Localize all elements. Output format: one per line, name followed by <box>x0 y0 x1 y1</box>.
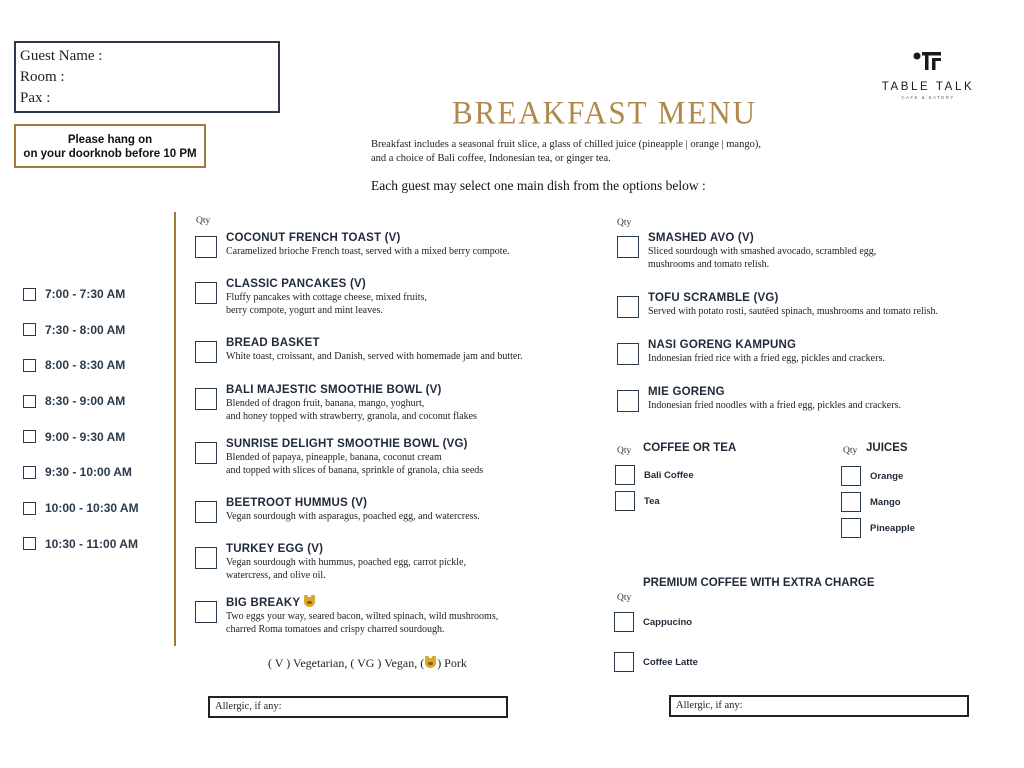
option-label: Mango <box>870 496 901 508</box>
qty-checkbox[interactable] <box>614 652 634 672</box>
intro-text <box>371 138 841 166</box>
time-checkbox[interactable] <box>23 502 36 515</box>
option-label: Tea <box>644 495 660 507</box>
allergy-field-right[interactable] <box>669 695 969 717</box>
juice-option[interactable] <box>841 518 915 538</box>
qty-checkbox[interactable] <box>841 466 861 486</box>
guest-info-box[interactable] <box>14 41 280 113</box>
time-slot[interactable] <box>23 356 139 374</box>
qty-checkbox[interactable] <box>617 296 639 318</box>
premium-coffee-option[interactable] <box>614 612 692 632</box>
time-checkbox[interactable] <box>23 288 36 301</box>
brand-logo <box>860 50 996 100</box>
option-label: Bali Coffee <box>644 469 694 481</box>
room-label: Room : <box>20 69 65 85</box>
time-checkbox[interactable] <box>23 537 36 550</box>
pork-icon <box>304 597 315 607</box>
menu-item-name-text: BIG BREAKY <box>226 597 301 609</box>
menu-item-name: BREAD BASKET <box>226 337 320 349</box>
time-label: 7:00 - 7:30 AM <box>45 287 126 301</box>
menu-item-name: NASI GORENG KAMPUNG <box>648 339 797 351</box>
qty-label: Qty <box>196 216 211 226</box>
menu-item-desc: Blended of dragon fruit, banana, mango, yoghurt, and honey topped with strawberry, granola, and coconut flakes <box>226 398 477 422</box>
time-slot[interactable] <box>23 428 139 446</box>
option-label: Cappucino <box>643 616 693 628</box>
time-checkbox[interactable] <box>23 323 36 336</box>
allergy-field-left[interactable] <box>208 696 508 718</box>
time-slot[interactable] <box>23 392 139 410</box>
menu-item[interactable] <box>195 543 466 582</box>
menu-item-desc: White toast, croissant, and Danish, served with homemade jam and butter. <box>226 351 523 362</box>
menu-item-name: BALI MAJESTIC SMOOTHIE BOWL (V) <box>226 384 442 396</box>
menu-item-desc: Blended of papaya, pineapple, banana, coconut cream and topped with slices of banana, sprinkle of granola, chia seeds <box>226 452 484 476</box>
menu-item[interactable] <box>617 339 885 366</box>
menu-item-name: BEETROOT HUMMUS (V) <box>226 497 368 509</box>
qty-checkbox[interactable] <box>841 492 861 512</box>
diet-legend <box>268 656 467 671</box>
page-title: BREAKFAST MENU <box>452 94 758 131</box>
pork-icon <box>425 658 436 668</box>
time-slot-list <box>23 285 139 571</box>
menu-item[interactable] <box>617 232 876 271</box>
qty-checkbox[interactable] <box>615 491 635 511</box>
qty-checkbox[interactable] <box>841 518 861 538</box>
menu-item-desc: Indonesian fried rice with a fried egg, pickles and crackers. <box>648 353 885 364</box>
menu-item[interactable] <box>617 292 938 319</box>
guest-name-label: Guest Name : <box>20 48 103 64</box>
logo-name: TABLE TALK <box>881 81 975 93</box>
menu-item-desc: Fluffy pancakes with cottage cheese, mixed fruits, berry compote, yogurt and mint leaves. <box>226 292 427 316</box>
menu-item-desc: Caramelized brioche French toast, served with a mixed berry compote. <box>226 246 510 257</box>
time-checkbox[interactable] <box>23 430 36 443</box>
menu-item-desc: Sliced sourdough with smashed avocado, scrambled egg, mushrooms and tomato relish. <box>648 246 877 270</box>
legend-part1: ( V ) Vegetarian, ( VG ) Vegan, ( <box>268 656 425 670</box>
menu-item-desc: Vegan sourdough with hummus, poached egg, carrot pickle, watercress, and olive oil. <box>226 557 466 581</box>
menu-item[interactable] <box>195 384 477 423</box>
logo-mark-icon <box>911 50 945 72</box>
menu-item-desc: Indonesian fried noodles with a fried egg, pickles and crackers. <box>648 400 901 411</box>
premium-coffee-option[interactable] <box>614 652 698 672</box>
logo-tagline: CAFE & EATERY <box>901 95 955 100</box>
menu-item-name: TOFU SCRAMBLE (VG) <box>648 292 779 304</box>
qty-label: Qty <box>617 593 632 603</box>
juices-heading: JUICES <box>866 442 908 454</box>
qty-checkbox[interactable] <box>195 388 217 410</box>
menu-item-name: CLASSIC PANCAKES (V) <box>226 278 366 290</box>
option-label: Coffee Latte <box>643 656 698 668</box>
time-label: 9:30 - 10:00 AM <box>45 465 132 480</box>
time-label: 10:00 - 10:30 AM <box>45 501 139 516</box>
qty-label: Qty <box>843 446 858 456</box>
menu-item-name: SUNRISE DELIGHT SMOOTHIE BOWL (VG) <box>226 438 468 450</box>
qty-checkbox[interactable] <box>617 390 639 412</box>
selection-note: Each guest may select one main dish from the options below : <box>371 178 706 193</box>
time-slot[interactable] <box>23 535 139 553</box>
column-divider <box>174 212 176 646</box>
allergy-label: Allergic, if any: <box>676 700 743 711</box>
intro-line1: Breakfast includes a seasonal fruit slice, a glass of chilled juice (pineapple | orange | mango), <box>371 139 761 150</box>
allergy-label: Allergic, if any: <box>215 701 282 712</box>
intro-line2: and a choice of Bali coffee, Indonesian tea, or ginger tea. <box>371 153 611 164</box>
hang-instruction-box <box>14 124 206 168</box>
menu-item-name: COCONUT FRENCH TOAST (V) <box>226 232 401 244</box>
menu-item-name: SMASHED AVO (V) <box>648 232 754 244</box>
juice-option[interactable] <box>841 466 903 486</box>
menu-item-name <box>226 597 498 609</box>
qty-checkbox[interactable] <box>617 343 639 365</box>
qty-checkbox[interactable] <box>614 612 634 632</box>
time-label: 10:30 - 11:00 AM <box>45 536 138 551</box>
qty-checkbox[interactable] <box>195 501 217 523</box>
qty-checkbox[interactable] <box>195 601 217 623</box>
menu-item-desc: Vegan sourdough with asparagus, poached egg, and watercress. <box>226 511 480 522</box>
menu-item-name: TURKEY EGG (V) <box>226 543 324 555</box>
time-label: 8:00 - 8:30 AM <box>45 358 126 373</box>
hang-note-line2: on your doorknob before 10 PM <box>23 148 197 160</box>
menu-item[interactable] <box>195 232 510 259</box>
coffee-option[interactable] <box>615 465 694 485</box>
menu-item-name: MIE GORENG <box>648 386 725 398</box>
time-checkbox[interactable] <box>23 359 36 372</box>
menu-item-desc: Served with potato rosti, sautéed spinach, mushrooms and tomato relish. <box>648 306 938 317</box>
pax-label: Pax : <box>20 90 51 106</box>
menu-item[interactable] <box>195 337 523 364</box>
coffee-tea-heading: COFFEE OR TEA <box>643 442 737 454</box>
qty-checkbox[interactable] <box>195 547 217 569</box>
qty-checkbox[interactable] <box>195 236 217 258</box>
time-slot[interactable] <box>23 321 139 339</box>
qty-checkbox[interactable] <box>617 236 639 258</box>
qty-checkbox[interactable] <box>195 442 217 464</box>
option-label: Orange <box>870 470 904 482</box>
time-slot[interactable] <box>23 463 139 481</box>
juice-option[interactable] <box>841 492 901 512</box>
time-checkbox[interactable] <box>23 395 36 408</box>
time-slot[interactable] <box>23 499 139 517</box>
tea-option[interactable] <box>615 491 660 511</box>
time-slot[interactable] <box>23 285 139 303</box>
hang-note-line1: Please hang on <box>67 134 153 146</box>
option-label: Pineapple <box>870 522 915 534</box>
premium-coffee-heading: PREMIUM COFFEE WITH EXTRA CHARGE <box>643 577 875 589</box>
menu-item[interactable] <box>195 497 480 524</box>
legend-part2: ) Pork <box>437 656 467 670</box>
time-label: 8:30 - 9:00 AM <box>45 394 126 409</box>
menu-item[interactable] <box>195 278 427 317</box>
qty-checkbox[interactable] <box>195 341 217 363</box>
qty-checkbox[interactable] <box>615 465 635 485</box>
qty-label: Qty <box>617 446 632 456</box>
menu-item-desc: Two eggs your way, seared bacon, wilted spinach, wild mushrooms, charred Roma tomatoes and crispy charred sourdough. <box>226 611 499 635</box>
time-label: 9:00 - 9:30 AM <box>45 429 126 444</box>
menu-item[interactable] <box>195 438 483 477</box>
qty-checkbox[interactable] <box>195 282 217 304</box>
time-label: 7:30 - 8:00 AM <box>45 322 126 337</box>
menu-item[interactable] <box>195 597 498 636</box>
qty-label: Qty <box>617 218 632 228</box>
menu-item[interactable] <box>617 386 901 413</box>
time-checkbox[interactable] <box>23 466 36 479</box>
